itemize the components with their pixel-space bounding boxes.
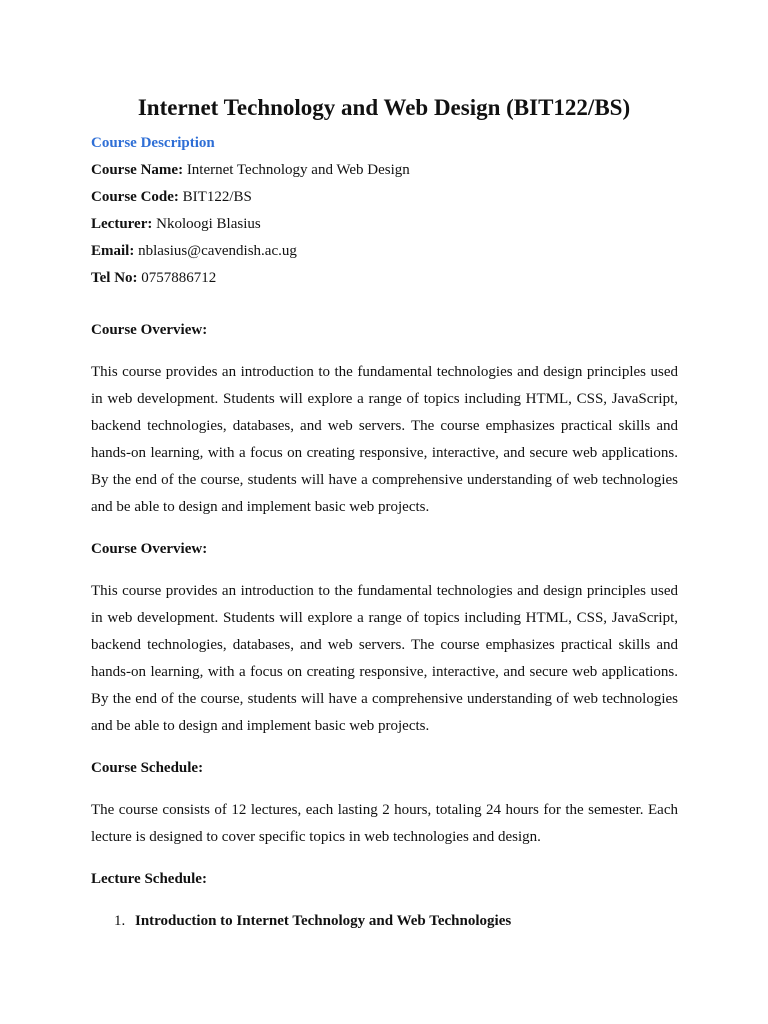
lecturer-label: Lecturer: xyxy=(91,216,153,232)
list-item xyxy=(91,908,678,935)
course-schedule-heading: Course Schedule: xyxy=(91,760,204,776)
list-item-number: 1. xyxy=(114,913,126,929)
email-value: nblasius@cavendish.ac.ug xyxy=(138,243,297,259)
lecturer-value: Nkoloogi Blasius xyxy=(156,216,261,232)
course-description-heading: Course Description xyxy=(91,135,215,151)
lecture-schedule-heading: Lecture Schedule: xyxy=(91,871,207,887)
document-body xyxy=(91,130,678,935)
course-overview-paragraph-2: This course provides an introduction to the fundamental technologies and design principles used in web development. Students will explore a range of topics including HTML, CSS, JavaScript, backend technologies, databases, and web servers. The course emphasizes practical skills and hands-on learning, with a focus on creating responsive, interactive, and secure web applications. By the end of the course, students will have a comprehensive understanding of web technologies and be able to design and implement basic web projects. xyxy=(91,583,678,734)
list-item-text: Introduction to Internet Technology and Web Technologies xyxy=(135,913,512,929)
course-overview-heading-2: Course Overview: xyxy=(91,541,208,557)
tel-line xyxy=(91,265,678,292)
course-code-line xyxy=(91,184,678,211)
lecture-list xyxy=(91,908,678,935)
course-overview-heading-1: Course Overview: xyxy=(91,322,208,338)
email-label: Email: xyxy=(91,243,135,259)
tel-value: 0757886712 xyxy=(141,270,217,286)
course-name-label: Course Name: xyxy=(91,162,184,178)
email-line xyxy=(91,238,678,265)
course-name-value: Internet Technology and Web Design xyxy=(186,162,410,178)
course-code-value: BIT122/BS xyxy=(182,189,252,205)
course-schedule-paragraph: The course consists of 12 lectures, each lasting 2 hours, totaling 24 hours for the semester. Each lecture is designed to cover specific topics in web technologies and design. xyxy=(91,802,678,845)
course-name-line xyxy=(91,157,678,184)
tel-label: Tel No: xyxy=(91,270,138,286)
lecturer-line xyxy=(91,211,678,238)
document-title: Internet Technology and Web Design (BIT122/BS) xyxy=(137,95,631,120)
course-code-label: Course Code: xyxy=(91,189,179,205)
course-overview-paragraph-1: This course provides an introduction to the fundamental technologies and design principles used in web development. Students will explore a range of topics including HTML, CSS, JavaScript, backend technologies, databases, and web servers. The course emphasizes practical skills and hands-on learning, with a focus on creating responsive, interactive, and secure web applications. By the end of the course, students will have a comprehensive understanding of web technologies and be able to design and implement basic web projects. xyxy=(91,364,678,515)
